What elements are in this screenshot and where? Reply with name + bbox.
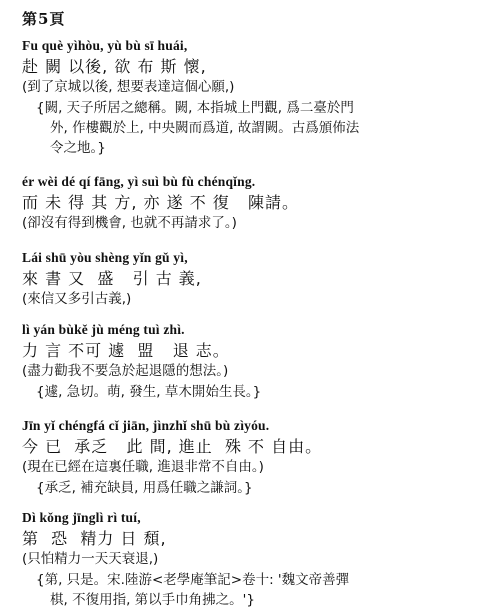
verse-section: [22, 248, 492, 310]
classical-text-line: 赴 闕 以後, 欲 布 斯 懷,: [22, 57, 207, 76]
pinyin-line: ér wèi dé qí fāng, yì suì bù fù chénqǐng.: [22, 174, 256, 189]
pinyin-line: Fu què yìhòu, yù bù sī huái,: [22, 38, 188, 53]
verse-section: [22, 508, 492, 610]
pinyin-line: Dì kǒng jīnglì rì tuí,: [22, 510, 141, 525]
translation-line: (盡力勸我不要急於起退隱的想法。): [22, 363, 229, 379]
verse-section: [22, 320, 492, 402]
note-line: {闕, 天子所居之總稱。闕, 本指城上門觀, 爲二臺於門: [36, 100, 354, 116]
classical-text-line: 來 書 又 盛 引 古 義,: [22, 269, 202, 288]
classical-text-line: 第 恐 精力 日 頹,: [22, 529, 167, 548]
annotation-note: [36, 570, 476, 610]
annotation-note: [36, 98, 476, 158]
note-line: 外, 作樓觀於上, 中央闕而爲道, 故謂闕。古爲頒佈法: [50, 120, 360, 136]
classical-text-line: 今 已 承乏 此 間, 進止 殊 不 自由。: [22, 437, 323, 456]
note-line: 令之地。}: [50, 140, 106, 156]
pinyin-line: Jīn yǐ chéngfá cǐ jiān, jìnzhǐ shū bù zìyóu.: [22, 418, 270, 433]
translation-line: (只怕精力一天天衰退,): [22, 551, 159, 567]
pinyin-line: Lái shū yòu shèng yǐn gǔ yì,: [22, 250, 188, 265]
annotation-note: [36, 478, 476, 498]
translation-line: (現在已經在這裏任職, 進退非常不自由。): [22, 459, 264, 475]
translation-line: (到了京城以後, 想要表達這個心願,): [22, 79, 235, 95]
verse-section: [22, 416, 492, 498]
pinyin-line: lì yán bùkě jù méng tuì zhì.: [22, 322, 185, 337]
note-line: {承乏, 補充缺員, 用爲任職之謙詞。}: [36, 480, 253, 496]
verse-section: [22, 36, 492, 158]
classical-text-line: 而 未 得 其 方, 亦 遂 不 復 陳請。: [22, 193, 300, 212]
note-line: {第, 只是。宋.陸游<老學庵筆記>卷十: '魏文帝善彈: [36, 572, 350, 588]
note-line: 棋, 不復用指, 第以手巾角拂之。'}: [50, 592, 255, 608]
annotation-note: [36, 382, 476, 402]
translation-line: (卻沒有得到機會, 也就不再請求了。): [22, 215, 237, 231]
classical-text-line: 力 言 不可 遽 盟 退 志。: [22, 341, 230, 360]
page-number: 第5頁: [22, 10, 66, 28]
translation-line: (來信又多引古義,): [22, 291, 132, 307]
note-line: {遽, 急切。萌, 發生, 草木開始生長。}: [36, 384, 262, 400]
verse-section: [22, 172, 492, 234]
